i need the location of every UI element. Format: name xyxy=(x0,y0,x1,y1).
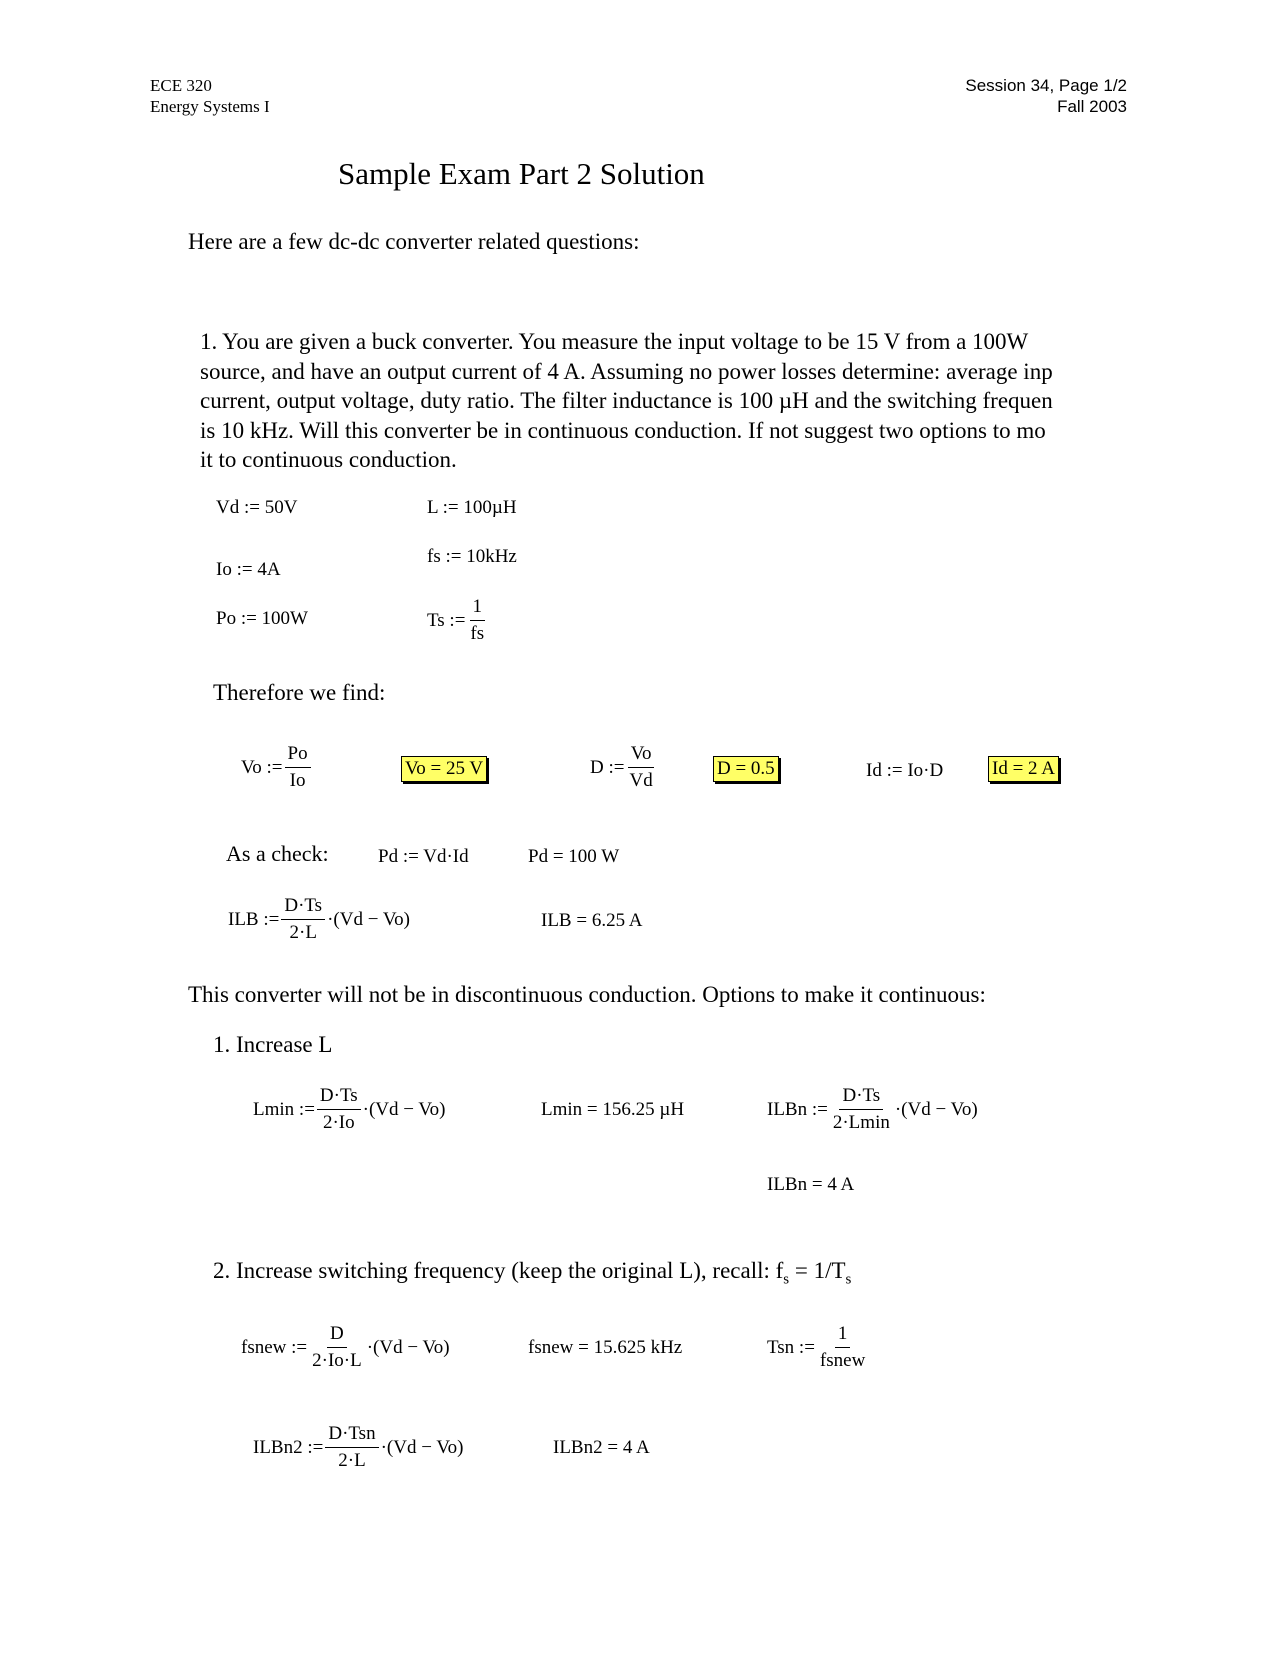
ilbn-denominator: 2·Lmin xyxy=(832,1112,890,1133)
problem-line: it to continuous conduction. xyxy=(200,447,457,472)
fsnew-result: fsnew = 15.625 kHz xyxy=(528,1337,683,1358)
given-l: L := 100µH xyxy=(427,497,517,518)
ilbn-lhs: ILBn := xyxy=(767,1098,828,1120)
ilbn-fraction xyxy=(830,1084,893,1135)
vo-definition xyxy=(241,742,313,793)
tsn-denominator: fsnew xyxy=(819,1350,866,1371)
ilb-fraction xyxy=(281,894,325,945)
page-title: Sample Exam Part 2 Solution xyxy=(338,156,705,191)
d-numerator: Vo xyxy=(628,742,655,768)
given-io: Io := 4A xyxy=(216,559,281,580)
course-title: Energy Systems I xyxy=(150,97,270,116)
option1-heading: 1. Increase L xyxy=(213,1032,333,1057)
d-denominator: Vd xyxy=(629,770,653,791)
intro-text: Here are a few dc-dc converter related questions: xyxy=(188,229,640,254)
lmin-lhs: Lmin := xyxy=(253,1098,315,1120)
ilb-tail: ·(Vd − Vo) xyxy=(327,908,410,930)
pd-definition: Pd := Vd·Id xyxy=(378,846,469,867)
given-vd: Vd := 50V xyxy=(216,497,298,518)
option2-heading-sub2: s xyxy=(845,1271,852,1288)
vo-fraction xyxy=(285,742,311,793)
ilb-lhs: ILB := xyxy=(228,908,280,930)
term: Fall 2003 xyxy=(1057,97,1127,116)
given-po: Po := 100W xyxy=(216,608,308,629)
ts-denominator: fs xyxy=(470,623,485,644)
ilbn2-denominator: 2·L xyxy=(338,1450,366,1471)
lmin-denominator: 2·Io xyxy=(322,1112,355,1133)
ilbn2-definition xyxy=(253,1422,463,1473)
course-code: ECE 320 xyxy=(150,76,212,95)
d-lhs: D := xyxy=(590,756,625,778)
ilbn-definition xyxy=(767,1084,978,1135)
ts-lhs: Ts := xyxy=(427,609,466,631)
session-page: Session 34, Page 1/2 xyxy=(965,76,1127,95)
ilbn-tail: ·(Vd − Vo) xyxy=(894,1098,978,1120)
problem-line: current, output voltage, duty ratio. The filter inductance is 100 µH and the switching frequen xyxy=(200,388,1053,413)
ts-numerator: 1 xyxy=(470,595,486,621)
fsnew-fraction xyxy=(309,1322,365,1373)
check-label: As a check: xyxy=(226,841,329,866)
conclusion-text: This converter will not be in discontinuous conduction. Options to make it continuous: xyxy=(188,982,986,1007)
ilb-definition xyxy=(228,894,410,945)
given-ts xyxy=(427,595,489,646)
fsnew-tail: ·(Vd − Vo) xyxy=(366,1336,450,1358)
ilbn2-tail: ·(Vd − Vo) xyxy=(380,1436,464,1458)
ilbn2-result: ILBn2 = 4 A xyxy=(553,1437,650,1458)
id-result: Id = 2 A xyxy=(988,756,1059,782)
option2-heading-mid: = 1/T xyxy=(789,1258,846,1283)
vo-numerator: Po xyxy=(285,742,311,768)
ilbn2-lhs: ILBn2 := xyxy=(253,1436,324,1458)
lmin-numerator: D·Ts xyxy=(317,1084,361,1110)
ilbn2-numerator: D·Tsn xyxy=(325,1422,378,1448)
fsnew-numerator: D xyxy=(327,1322,347,1348)
therefore-text: Therefore we find: xyxy=(213,680,386,705)
d-definition xyxy=(590,742,658,793)
option2-heading-sub1: s xyxy=(783,1271,790,1288)
ts-fraction xyxy=(467,595,487,646)
option2-heading xyxy=(213,1256,851,1295)
problem-statement xyxy=(200,327,1130,475)
ilbn-result: ILBn = 4 A xyxy=(767,1174,855,1195)
tsn-fraction xyxy=(817,1322,868,1373)
ilbn-numerator: D·Ts xyxy=(839,1084,883,1110)
given-fs: fs := 10kHz xyxy=(427,546,517,567)
tsn-definition xyxy=(767,1322,870,1373)
problem-line: 1. You are given a buck converter. You measure the input voltage to be 15 V from a 100W xyxy=(200,329,1029,354)
lmin-fraction xyxy=(317,1084,361,1135)
vo-denominator: Io xyxy=(289,770,306,791)
vo-result: Vo = 25 V xyxy=(401,756,487,782)
problem-line: is 10 kHz. Will this converter be in continuous conduction. If not suggest two options to mo xyxy=(200,417,1046,443)
pd-result: Pd = 100 W xyxy=(528,846,620,867)
ilbn2-fraction xyxy=(325,1422,378,1473)
lmin-tail: ·(Vd − Vo) xyxy=(362,1098,446,1120)
ilb-result: ILB = 6.25 A xyxy=(541,910,643,931)
ilb-numerator: D·Ts xyxy=(281,894,325,920)
fsnew-definition xyxy=(241,1322,450,1373)
tsn-lhs: Tsn := xyxy=(767,1336,815,1358)
ilb-denominator: 2·L xyxy=(289,922,317,943)
id-definition: Id := Io·D xyxy=(866,760,944,781)
problem-line: source, and have an output current of 4 A. Assuming no power losses determine: average inp xyxy=(200,358,1053,384)
tsn-numerator: 1 xyxy=(835,1322,851,1348)
fsnew-lhs: fsnew := xyxy=(241,1336,308,1358)
d-result: D = 0.5 xyxy=(713,756,779,782)
vo-lhs: Vo := xyxy=(241,756,283,778)
d-fraction xyxy=(626,742,655,793)
option2-heading-main: 2. Increase switching frequency (keep the original L), recall: f xyxy=(213,1258,784,1283)
lmin-result: Lmin = 156.25 µH xyxy=(541,1099,685,1120)
lmin-definition xyxy=(253,1084,446,1135)
fsnew-denominator: 2·Io·L xyxy=(312,1350,362,1371)
